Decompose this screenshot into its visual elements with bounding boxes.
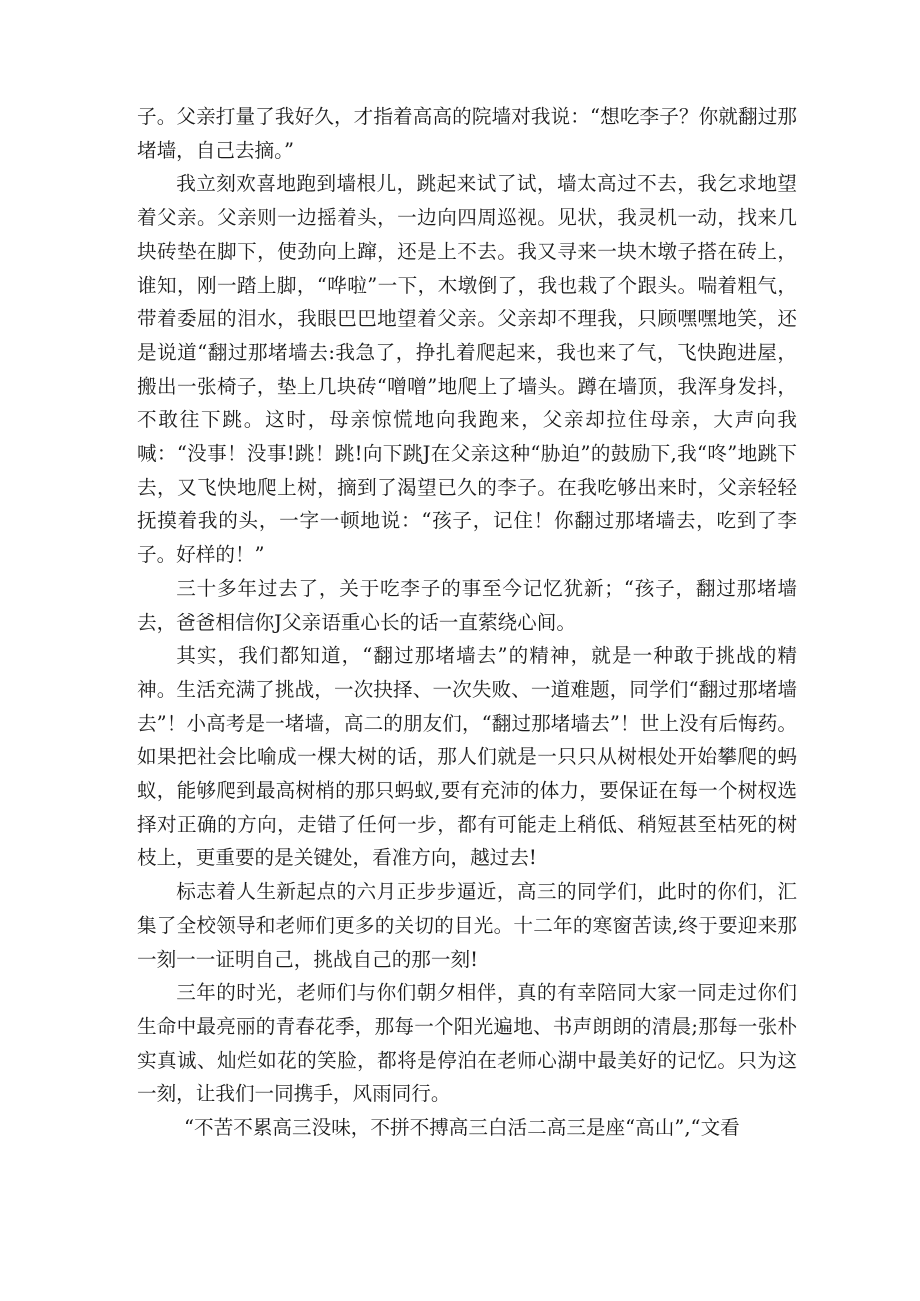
- document-body: [137, 100, 797, 1145]
- paragraph-3: 三十多年过去了，关于吃李子的事至今记忆犹新；“孩子，翻过那堵墙去，爸爸相信你J父亲语重心长的话一直萦绕心间。: [137, 576, 797, 634]
- paragraph-4: 其实，我们都知道，“翻过那堵墙去”的精神，就是一种敢于挑战的精神。生活充满了挑战，一次抉择、一次失败、一道难题，同学们“翻过那堵墙去”！小高考是一堵墙，高二的朋友们，“翻过那堵墙去”！世上没有后悔药。如果把社会比喻成一棵大树的话，那人们就是一只只从树根处开始攀爬的蚂蚁，能够爬到最高树梢的那只蚂蚁,要有充沛的体力，要保证在每一个树杈选择对正确的方向，走错了任何一步，都有可能走上稍低、稍短甚至枯死的树枝上，更重要的是关键处，看准方向，越过去!: [137, 644, 797, 870]
- paragraph-7: “不苦不累高三没味，不拼不搏高三白活二高三是座“高山”,“文看: [184, 1116, 740, 1140]
- paragraph-1: 子。父亲打量了我好久，才指着高高的院墙对我说：“想吃李子？你就翻过那堵墙，自己去摘。”: [137, 105, 797, 162]
- paragraph-2: 我立刻欢喜地跑到墙根儿，跳起来试了试，墙太高过不去，我乞求地望着父亲。父亲则一边摇着头，一边向四周巡视。见状，我灵机一动，找来几块砖垫在脚下，使劲向上蹿，还是上不去。我又寻来一块木墩子搭在砖上，谁知，刚一踏上脚，“哗啦”一下，木墩倒了，我也栽了个跟头。喘着粗气，带着委屈的泪水，我眼巴巴地望着父亲。父亲却不理我，只顾嘿嘿地笑，还是说道“翻过那堵墙去:我急了，挣扎着爬起来，我也来了气，飞快跑进屋，搬出一张椅子，垫上几块砖“噌噌”地爬上了墙头。蹲在墙顶，我浑身发抖，不敢往下跳。这时，母亲惊慌地向我跑来，父亲却拉住母亲，大声向我喊：“没事！没事!跳！跳!向下跳J在父亲这种“胁迫”的鼓励下,我“咚”地跳下去，又飞快地爬上树，摘到了渴望已久的李子。在我吃够出来时，父亲轻轻抚摸着我的头，一字一顿地说：“孩子，记住！你翻过那堵墙去，吃到了李子。好样的！”: [137, 172, 797, 567]
- paragraph-5: 标志着人生新起点的六月正步步逼近，高三的同学们，此时的你们，汇集了全校领导和老师们更多的关切的目光。十二年的寒窗苦读,终于要迎来那一刻一一证明自己，挑战自己的那一刻!: [137, 880, 797, 971]
- paragraph-6: 三年的时光，老师们与你们朝夕相伴，真的有幸陪同大家一同走过你们生命中最亮丽的青春花季，那每一个阳光遍地、书声朗朗的清晨;那每一张朴实真诚、灿烂如花的笑脸，都将是停泊在老师心湖中最美好的记忆。只为这一刻，让我们一同携手，风雨同行。: [137, 981, 797, 1106]
